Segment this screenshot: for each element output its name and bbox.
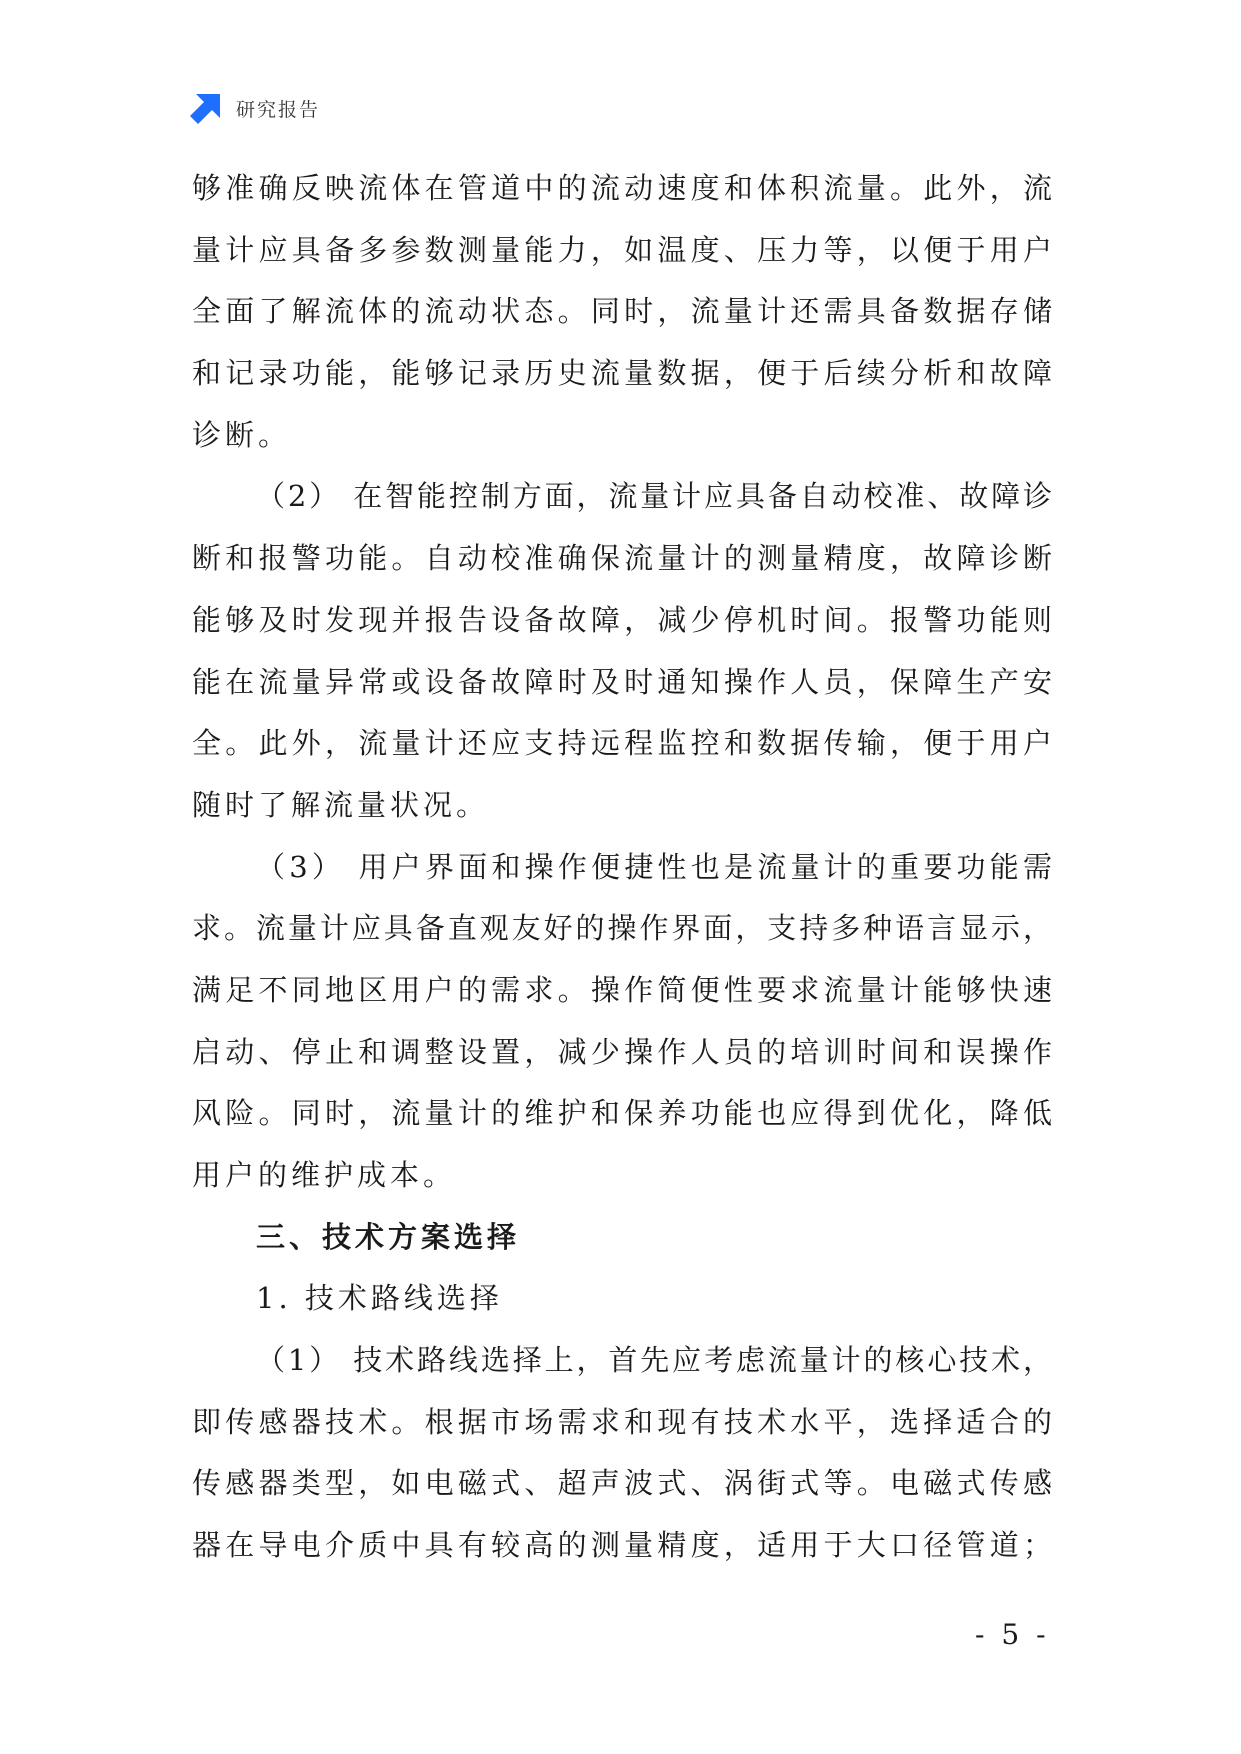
body-line: 风险。同时，流量计的维护和保养功能也应得到优化，降低 <box>192 1096 1052 1131</box>
page-number: - 5 - <box>975 1618 1050 1651</box>
body-line: 满足不同地区用户的需求。操作简便性要求流量计能够快速 <box>192 972 1052 1007</box>
page-header <box>190 88 320 128</box>
body-line: 传感器类型，如电磁式、超声波式、涡街式等。电磁式传感 <box>192 1466 1052 1501</box>
body-line: 量计应具备多参数测量能力，如温度、压力等，以便于用户 <box>192 232 1052 267</box>
body-line: （1） 技术路线选择上，首先应考虑流量计的核心技术， <box>256 1343 1052 1378</box>
body-line: 即传感器技术。根据市场需求和现有技术水平，选择适合的 <box>192 1404 1052 1439</box>
body-line: 能够及时发现并报告设备故障，减少停机时间。报警功能则 <box>192 602 1052 637</box>
body-line: 随时了解流量状况。 <box>192 787 490 822</box>
body-line: 能在流量异常或设备故障时及时通知操作人员，保障生产安 <box>192 664 1052 699</box>
body-line: 诊断。 <box>192 417 292 452</box>
body-line: 求。流量计应具备直观友好的操作界面，支持多种语言显示， <box>192 911 1052 946</box>
body-line: 全面了解流体的流动状态。同时，流量计还需具备数据存储 <box>192 294 1052 329</box>
arrow-up-right-icon <box>190 92 222 124</box>
body-line: 全。此外，流量计还应支持远程监控和数据传输，便于用户 <box>192 726 1052 761</box>
body-line: 够准确反映流体在管道中的流动速度和体积流量。此外，流 <box>192 171 1052 205</box>
body-line: （2） 在智能控制方面，流量计应具备自动校准、故障诊 <box>256 479 1052 514</box>
subsection-heading: 1. 技术路线选择 <box>256 1281 503 1316</box>
body-line: 用户的维护成本。 <box>192 1158 457 1192</box>
body-line: 启动、停止和调整设置，减少操作人员的培训时间和误操作 <box>192 1034 1052 1069</box>
document-body <box>192 158 1052 1577</box>
brand-label: 研究报告 <box>236 98 321 121</box>
body-line: 断和报警功能。自动校准确保流量计的测量精度，故障诊断 <box>192 541 1052 576</box>
body-line: 和记录功能，能够记录历史流量数据，便于后续分析和故障 <box>192 356 1052 391</box>
body-line: （3） 用户界面和操作便捷性也是流量计的重要功能需 <box>256 849 1052 884</box>
body-line: 器在导电介质中具有较高的测量精度，适用于大口径管道； <box>192 1528 1052 1563</box>
section-heading: 三、技术方案选择 <box>256 1219 521 1254</box>
